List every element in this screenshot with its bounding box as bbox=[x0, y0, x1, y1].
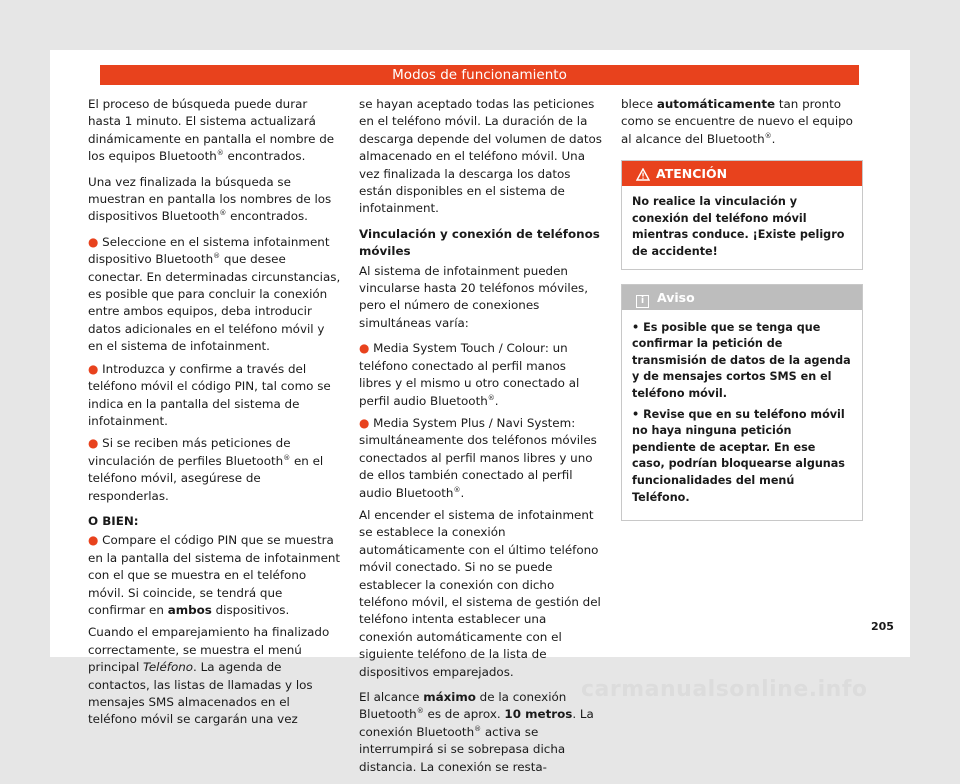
list-item: ● Media System Plus / Navi System: simultáneamente dos teléfonos móviles conectados al perfil manos libres y uno de ellos también conectado al perfil audio Bluetooth®. bbox=[359, 415, 597, 500]
info-icon: i bbox=[636, 295, 649, 308]
note-title: Aviso bbox=[657, 289, 695, 305]
list-item: ● Introduzca y confirme a través del teléfono móvil el código PIN, tal como se indica en la pantalla del sistema de infotainment. bbox=[88, 361, 331, 428]
bullet-icon: ● bbox=[359, 341, 370, 356]
warning-text: No realice la vinculación y conexión del teléfono móvil mientras conduce. ¡Existe peligro de accidente! bbox=[632, 195, 845, 258]
o-bien-label: O BIEN: bbox=[88, 513, 139, 528]
paragraph: Al encender el sistema de infotainment se establece la conexión automáticamente con el último teléfono móvil conectado. Si no se puede establecer la conexión con dicho teléfono móvil, el sistema de gestión del teléfono intenta establecer una conexión automáticamente con el siguiente teléfono de la lista de dispositivos emparejados. bbox=[359, 507, 601, 679]
warning-title: ATENCIÓN bbox=[656, 166, 728, 182]
paragraph: Una vez finalizada la búsqueda se muestran en pantalla los nombres de los dispositivos Bluetooth® encontrados. bbox=[88, 174, 332, 224]
list-item: • Revise que en su teléfono móvil no haya ninguna petición pendiente de aceptar. En ese caso, podrían bloquearse algunas funcionalidades del menú Teléfono. bbox=[632, 407, 845, 504]
column-3 bbox=[621, 96, 863, 521]
bullet-icon: • bbox=[632, 407, 640, 421]
paragraph: Al sistema de infotainment pueden vincularse hasta 20 teléfonos móviles, pero el número de conexiones simultáneas varía: bbox=[359, 263, 589, 330]
section-header: Modos de funcionamiento bbox=[100, 65, 859, 85]
list-item: ● Seleccione en el sistema infotainment dispositivo Bluetooth® que desee conectar. En determinadas circunstancias, es posible que para concluir la conexión entre ambos equipos, deba introducir datos adicionales en el teléfono móvil y en el sistema de infotainment. bbox=[88, 234, 341, 354]
paragraph: El alcance máximo de la conexión Bluetooth® es de aprox. 10 metros. La conexión Bluetooth® activa se interrumpirá si se sobrepasa dicha distancia. La conexión se resta- bbox=[359, 690, 594, 774]
warning-triangle-icon bbox=[636, 168, 650, 181]
section-heading: Vinculación y conexión de teléfonos móviles bbox=[359, 226, 600, 259]
paragraph: se hayan aceptado todas las peticiones en el teléfono móvil. La duración de la descarga depende del volumen de datos almacenado en el teléfono móvil. Una vez finalizada la descarga los datos están disponibles en el sistema de infotainment. bbox=[359, 97, 603, 216]
list-item: • Es posible que se tenga que confirmar la petición de transmisión de datos de la agenda y de mensajes cortos SMS en el teléfono móvil. bbox=[632, 320, 851, 400]
bullet-icon: • bbox=[632, 320, 640, 334]
bullet-icon: ● bbox=[359, 415, 370, 430]
note-header bbox=[622, 285, 862, 310]
paragraph: blece automáticamente tan pronto como se encuentre de nuevo el equipo al alcance del Bluetooth®. bbox=[621, 97, 853, 146]
paragraph: Cuando el emparejamiento ha finalizado correctamente, se muestra el menú principal Teléfono. La agenda de contactos, las listas de llamadas y los mensajes SMS almacenados en el teléfono móvil se cargarán una vez bbox=[88, 625, 330, 727]
note-box bbox=[621, 284, 863, 522]
bullet-icon: ● bbox=[88, 361, 99, 376]
bullet-icon: ● bbox=[88, 436, 99, 451]
warning-box bbox=[621, 160, 863, 269]
bullet-icon: ● bbox=[88, 234, 99, 249]
paragraph: El proceso de búsqueda puede durar hasta 1 minuto. El sistema actualizará dinámicamente en pantalla el nombre de los equipos Bluetooth® encontrados. bbox=[88, 97, 335, 164]
page-number: 205 bbox=[871, 620, 894, 633]
list-item: ● Compare el código PIN que se muestra en la pantalla del sistema de infotainment con el que se muestra en el teléfono móvil. Si coincide, se tendrá que confirmar en ambos dispositivos. bbox=[88, 533, 341, 617]
column-2 bbox=[359, 96, 602, 784]
column-1 bbox=[88, 96, 342, 737]
note-body bbox=[622, 310, 862, 521]
list-item: ● Media System Touch / Colour: un teléfono conectado al perfil manos libres y el mismo u otro conectado al perfil audio Bluetooth®. bbox=[359, 341, 580, 408]
warning-header bbox=[622, 161, 862, 186]
bullet-icon: ● bbox=[88, 533, 99, 548]
list-item: ● Si se reciben más peticiones de vinculación de perfiles Bluetooth® en el teléfono móvil, asegúrese de responderlas. bbox=[88, 436, 324, 503]
watermark: carmanualsonline.info bbox=[581, 677, 868, 702]
